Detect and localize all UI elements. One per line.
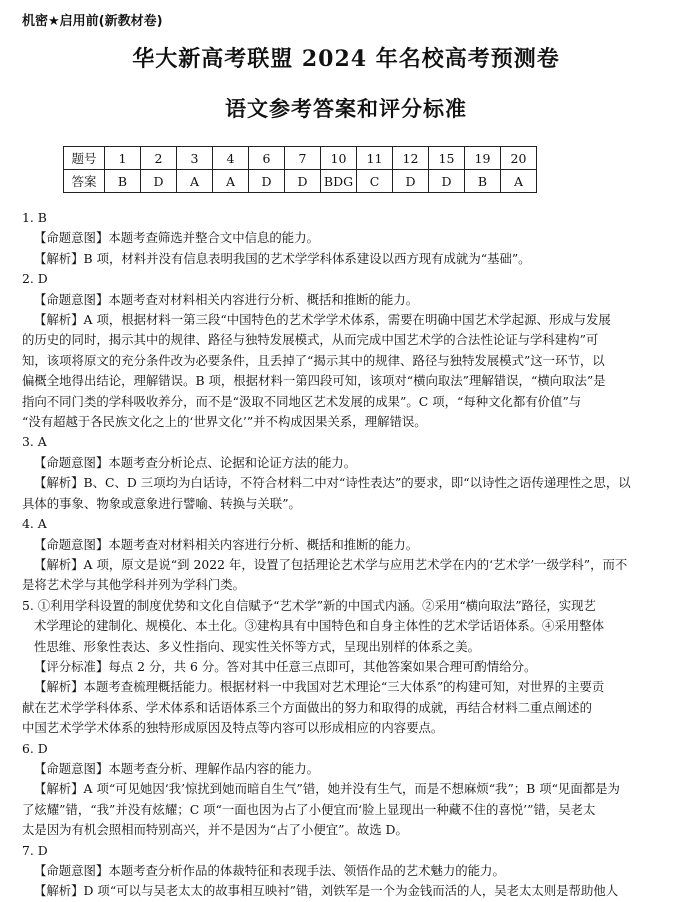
table-cell: 4 (213, 147, 249, 170)
analysis-line: 指向不同门类的学科吸收养分，而不是“汲取不同地区艺术发展的成果”。C 项，“每种文化都有价值”与 (22, 393, 582, 409)
analysis-line: 【解析】A 项，原文是说“到 2022 年，设置了包括理论艺术学与应用艺术学在内的‘艺术学’一级学科”，而不 (34, 556, 628, 572)
analysis-line: 是将艺术学与其他学科并列为学科门类。 (22, 577, 246, 593)
table-cell: BDG (321, 170, 357, 193)
table-cell: D (141, 170, 177, 193)
question-number: 3. A (22, 434, 47, 450)
analysis-line: 【解析】本题考查梳理概括能力。根据材料一中我国对艺术理论“三大体系”的构建可知，对世界的主要贡 (34, 679, 605, 695)
table-row-numbers (64, 147, 537, 170)
table-header-cell: 答案 (64, 170, 105, 193)
analysis-line: 偏概全地得出结论，理解错误。B 项，根据材料一第四段可知，该项对“横向取法”理解错误，“横向取法”是 (22, 373, 606, 389)
table-cell: B (465, 170, 501, 193)
intent-line: 【命题意图】本题考查对材料相关内容进行分析、概括和推断的能力。 (34, 291, 419, 307)
analysis-line: 太是因为有机会照相而特别高兴，并不是因为“占了小便宜”。故选 D。 (22, 822, 408, 838)
document-subtitle: 语文参考答案和评分标准 (225, 97, 467, 121)
table-cell: 15 (429, 147, 465, 170)
intent-line: 【命题意图】本题考查分析作品的体裁特征和表现手法、领悟作品的艺术魅力的能力。 (34, 863, 505, 878)
table-cell: D (249, 170, 285, 193)
intent-line: 【命题意图】本题考查筛选并整合文中信息的能力。 (34, 230, 319, 246)
analysis-line: “没有超越于各民族文化之上的‘世界文化’”并不构成因果关系，理解错误。 (22, 414, 427, 430)
answer-explanations (22, 208, 684, 902)
analysis-line: 知，该项将原文的充分条件改为必要条件，且丢掉了“揭示其中的规律、路径与独特发展模式”这一环节，以 (22, 352, 605, 368)
table-cell: D (285, 170, 321, 193)
question-number: 1. B (22, 210, 47, 225)
answer-line: 性思维、形象性表达、多义性指向、现实性关怀等方式，呈现出别样的体系之美。 (34, 638, 481, 654)
table-cell: D (429, 170, 465, 193)
secret-label: 机密★启用前(新教材卷) (22, 14, 163, 29)
table-cell: 12 (393, 147, 429, 170)
table-cell: 20 (501, 147, 537, 170)
table-cell: A (213, 170, 249, 193)
question-number: 4. A (22, 516, 47, 532)
analysis-line: 的历史的同时，揭示其中的规律、路径与独特发展模式，从而完成中国艺术学的合法性论证与学科建构”可 (22, 332, 599, 348)
analysis-line: 中国艺术学学术体系的独特形成原因及特点等内容可以形成相应的内容要点。 (22, 720, 444, 736)
analysis-line: 【解析】D 项“可以与吴老太太的故事相互映衬”错，刘铁军是一个为金钱而活的人，吴老太太则是帮助他人 (34, 883, 619, 899)
table-cell: A (501, 170, 537, 193)
table-header-cell: 题号 (64, 147, 105, 170)
table-cell: 1 (105, 147, 141, 170)
question-number: 6. D (22, 740, 48, 756)
exam-title: 华大新高考联盟 2024 年名校高考预测卷 (132, 46, 560, 72)
analysis-line: 献在艺术学学科体系、学术体系和话语体系三个方面做出的努力和取得的成就，再结合材料二重点阐述的 (22, 699, 592, 715)
table-cell: D (393, 170, 429, 193)
intent-line: 【命题意图】本题考查分析、理解作品内容的能力。 (34, 760, 319, 776)
analysis-line: 具体的事象、物象或意象进行譬喻、转换与关联”。 (22, 495, 301, 511)
table-cell: 2 (141, 147, 177, 170)
table-cell: B (105, 170, 141, 193)
answer-line: 术学理论的建制化、规模化、本土化。③建构具有中国特色和自身主体性的艺术学话语体系。④采用整体 (34, 618, 604, 634)
analysis-line: 【解析】A 项“可见她因‘我’惊扰到她而暗自生气”错，她并没有生气，而是不想麻烦“我”；B 项“见面都是为 (34, 781, 620, 797)
intent-line: 【命题意图】本题考查对材料相关内容进行分析、概括和推断的能力。 (34, 536, 419, 552)
analysis-line: 【解析】B 项，材料并没有信息表明我国的艺术学学科体系建设以西方现有成就为“基础”。 (34, 250, 531, 266)
table-cell: 3 (177, 147, 213, 170)
scoring-line: 【评分标准】每点 2 分，共 6 分。答对其中任意三点即可，其他答案如果合理可酌情给分。 (34, 658, 537, 674)
table-cell: 19 (465, 147, 501, 170)
table-cell: 11 (357, 147, 393, 170)
table-row-answers (64, 170, 537, 193)
analysis-line: 【解析】B、C、D 三项均为白话诗，不符合材料二中对“诗性表达”的要求，即“以诗性之语传递理性之思，以 (34, 475, 631, 491)
answer-table (63, 146, 537, 193)
analysis-line: 了炫耀”错，“我”并没有炫耀；C 项“一面也因为占了小便宜而‘脸上显现出一种藏不住的喜悦’”错，吴老太 (22, 801, 596, 817)
answer-line: 5. ①利用学科设置的制度优势和文化自信赋予“艺术学”新的中国式内涵。②采用“横向取法”路径，实现艺 (22, 597, 596, 613)
question-number: 2. D (22, 271, 48, 287)
table-cell: A (177, 170, 213, 193)
question-number: 7. D (22, 842, 48, 858)
table-cell: 7 (285, 147, 321, 170)
analysis-line: 【解析】A 项，根据材料一第三段“中国特色的艺术学学术体系，需要在明确中国艺术学起源、形成与发展 (34, 312, 611, 328)
table-cell: C (357, 170, 393, 193)
table-cell: 6 (249, 147, 285, 170)
table-cell: 10 (321, 147, 357, 170)
intent-line: 【命题意图】本题考查分析论点、论据和论证方法的能力。 (34, 454, 357, 470)
